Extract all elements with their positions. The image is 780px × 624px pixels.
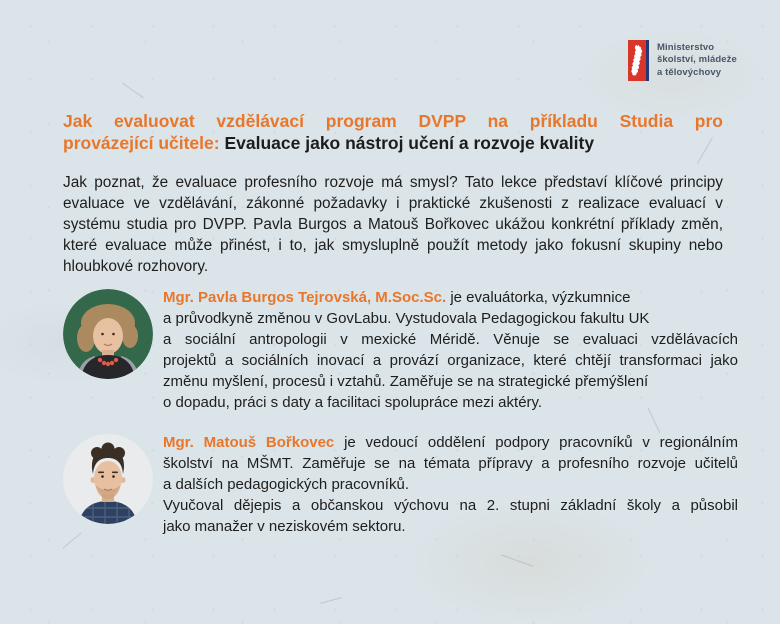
pavla-photo bbox=[63, 289, 153, 379]
title-orange-text: Jak evaluovat vzdělávací program DVPP na příkladu Studia pro bbox=[63, 111, 723, 131]
title-orange-text: provázející učitele: bbox=[63, 133, 220, 153]
bio-line: a sociální antropologii v mexické Méridě. Věnuje se evaluaci vzdělávacích bbox=[163, 331, 738, 348]
ministry-name-line: Ministerstvo bbox=[657, 42, 715, 53]
intro-line: Jak poznat, že evaluace profesního rozvoje má smysl? Tato lekce představí klíčové principy bbox=[63, 174, 723, 191]
title-line-1 bbox=[63, 110, 723, 132]
title-black-text: Evaluace jako nástroj učení a rozvoje kvality bbox=[224, 133, 595, 153]
pavla-portrait-illustration bbox=[63, 289, 153, 379]
intro-line: evaluace ve vzdělávání, zákonné požadavky i praktické zkušenosti z realizace evaluací v bbox=[63, 195, 723, 212]
ministry-name bbox=[657, 40, 737, 79]
bio-text: je evaluátorka, výzkumnice bbox=[450, 289, 631, 306]
bio-text: je vedoucí oddělení podpory pracovníků v regionálním bbox=[344, 434, 739, 451]
pavla-bio bbox=[163, 287, 738, 413]
bio-line: jako manažer v neziskovém sektoru. bbox=[163, 518, 406, 535]
paper-texture-fiber bbox=[320, 597, 342, 604]
matous-bio bbox=[163, 432, 738, 537]
bio-line: Vyučoval dějepis a občanskou výchovu na 2. stupni základní školy a působil bbox=[163, 497, 738, 514]
intro-line: hloubkové rozhovory. bbox=[63, 258, 209, 275]
bio-line: o dopadu, práci s daty a facilitaci spolupráce mezi aktéry. bbox=[163, 394, 543, 411]
matous-portrait-illustration bbox=[63, 434, 153, 524]
ministry-logo bbox=[628, 40, 737, 81]
bio-line: školství na MŠMT. Zaměřuje se na témata přípravy a profesního rozvoje učitelů bbox=[163, 455, 738, 472]
emblem-blue-stripe bbox=[646, 40, 649, 81]
intro-line: systému studia pro DVPP. Pavla Burgos a Matouš Bořkovec ukážou konkrétní příklady změn, bbox=[63, 216, 723, 233]
bio-line: a dalších pedagogických pracovníků. bbox=[163, 476, 409, 493]
paper-texture-fiber bbox=[501, 554, 533, 567]
ministry-name-line: školství, mládeže bbox=[657, 54, 737, 66]
bio-line: změnu myšlení, procesů i vztahů. Zaměřuje se na strategické přemýšlení bbox=[163, 373, 649, 390]
speaker-name: Mgr. Pavla Burgos Tejrovská, M.Soc.Sc. bbox=[163, 289, 447, 306]
ministry-name-line: a tělovýchovy bbox=[657, 66, 722, 78]
emblem-red-field bbox=[628, 40, 646, 81]
speaker-name: Mgr. Matouš Bořkovec bbox=[163, 434, 335, 451]
title-line-2 bbox=[63, 132, 723, 154]
matous-photo bbox=[63, 434, 153, 524]
intro-line: které evaluace může přinést, i to, jak smysluplně použít metody jako fokusní skupiny nebo bbox=[63, 237, 723, 254]
czech-lion-icon bbox=[630, 44, 644, 77]
bio-line bbox=[163, 432, 738, 453]
czech-lion-emblem-icon bbox=[628, 40, 649, 81]
bio-line: projektů a sociálních inovací a provází organizace, které chtějí transformaci jako bbox=[163, 352, 738, 369]
bio-line bbox=[163, 287, 738, 308]
paper-texture-fiber bbox=[122, 83, 144, 99]
paper-texture-fiber bbox=[62, 532, 81, 548]
bio-line: a průvodkyně změnou v GovLabu. Vystudovala Pedagogickou fakultu UK bbox=[163, 310, 650, 327]
intro-paragraph bbox=[63, 172, 723, 277]
page-title bbox=[63, 110, 723, 154]
